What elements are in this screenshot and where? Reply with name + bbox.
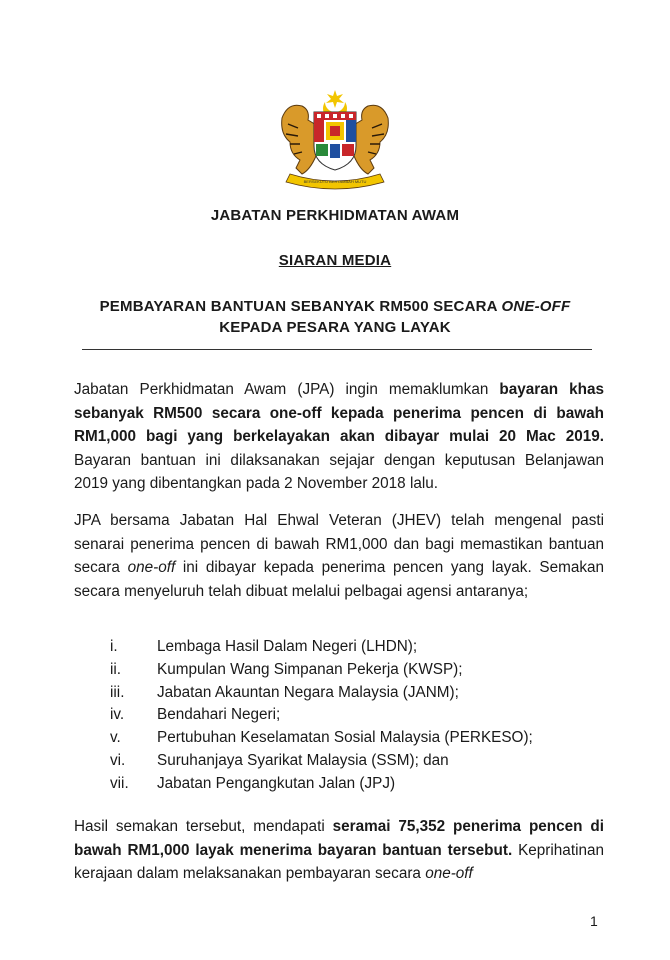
paragraph-2 xyxy=(74,509,604,603)
list-number: vii. xyxy=(110,774,129,792)
list-item xyxy=(110,752,533,775)
agency-heading: JABATAN PERKHIDMATAN AWAM xyxy=(210,207,460,224)
paragraph-3 xyxy=(74,815,604,886)
list-item xyxy=(110,661,533,684)
page-number: 1 xyxy=(590,913,598,929)
malaysia-coat-of-arms-icon xyxy=(270,88,400,190)
list-item xyxy=(110,706,533,729)
document-title xyxy=(0,296,670,338)
list-text: Jabatan Akauntan Negara Malaysia (JANM); xyxy=(157,683,459,701)
list-item xyxy=(110,684,533,707)
title-divider xyxy=(82,349,592,350)
list-text: Bendahari Negeri; xyxy=(157,706,281,724)
para1-text2: Bayaran bantuan ini dilaksanakan sejajar dengan keputusan Belanjawan 2019 yang dibentangkan pada 2 November 2018 lalu. xyxy=(74,451,604,492)
list-text: Pertubuhan Keselamatan Sosial Malaysia (PERKESO); xyxy=(157,729,533,747)
list-text: Suruhanjaya Syarikat Malaysia (SSM); dan xyxy=(157,751,449,769)
list-number: iv. xyxy=(110,706,125,724)
list-number: vi. xyxy=(110,751,126,769)
para2-text2: ini dibayar kepada penerima pencen yang layak. Semakan secara menyeluruh telah dibuat melalui pelbagai agensi antaranya; xyxy=(74,559,604,600)
para3-bold: seramai 75,352 penerima pencen di bawah RM1,000 layak menerima bayaran bantuan tersebut. xyxy=(74,818,604,859)
list-number: v. xyxy=(110,729,121,747)
list-item xyxy=(110,729,533,752)
title-line1-italic: ONE-OFF xyxy=(501,298,571,315)
para3-text1: Hasil semakan tersebut, mendapati xyxy=(74,818,333,835)
list-text: Jabatan Pengangkutan Jalan (JPJ) xyxy=(157,774,396,792)
list-number: ii. xyxy=(110,660,122,678)
list-item xyxy=(110,775,533,798)
agency-list xyxy=(110,638,533,798)
list-item xyxy=(110,638,533,661)
para1-text1: Jabatan Perkhidmatan Awam (JPA) ingin memaklumkan xyxy=(74,381,500,398)
crest-motto: BERSEKUTU BERTAMBAH MUTU xyxy=(303,179,367,184)
document-type-heading: SIARAN MEDIA xyxy=(278,252,392,269)
title-line2: KEPADA PESARA YANG LAYAK xyxy=(219,319,451,336)
para3-italic: one-off xyxy=(425,865,473,882)
para2-text1: JPA bersama Jabatan Hal Ehwal Veteran (JHEV) telah mengenal pasti senarai penerima pencen di bawah RM1,000 dan bagi memastikan bantuan secara xyxy=(74,512,604,576)
list-number: i. xyxy=(110,638,118,655)
paragraph-1 xyxy=(74,378,604,496)
list-text: Lembaga Hasil Dalam Negeri (LHDN); xyxy=(157,638,418,655)
list-number: iii. xyxy=(110,683,125,701)
list-text: Kumpulan Wang Simpanan Pekerja (KWSP); xyxy=(157,660,463,678)
para1-bold: bayaran khas sebanyak RM500 secara one-off kepada penerima pencen di bawah RM1,000 bagi yang berkelayakan akan dibayar mulai 20 Mac 2019. xyxy=(74,381,604,445)
para2-italic: one-off xyxy=(127,559,176,576)
title-line1: PEMBAYARAN BANTUAN SEBANYAK RM500 SECARA xyxy=(99,298,502,315)
para3-text2: Keprihatinan kerajaan dalam melaksanakan pembayaran secara xyxy=(74,841,604,882)
